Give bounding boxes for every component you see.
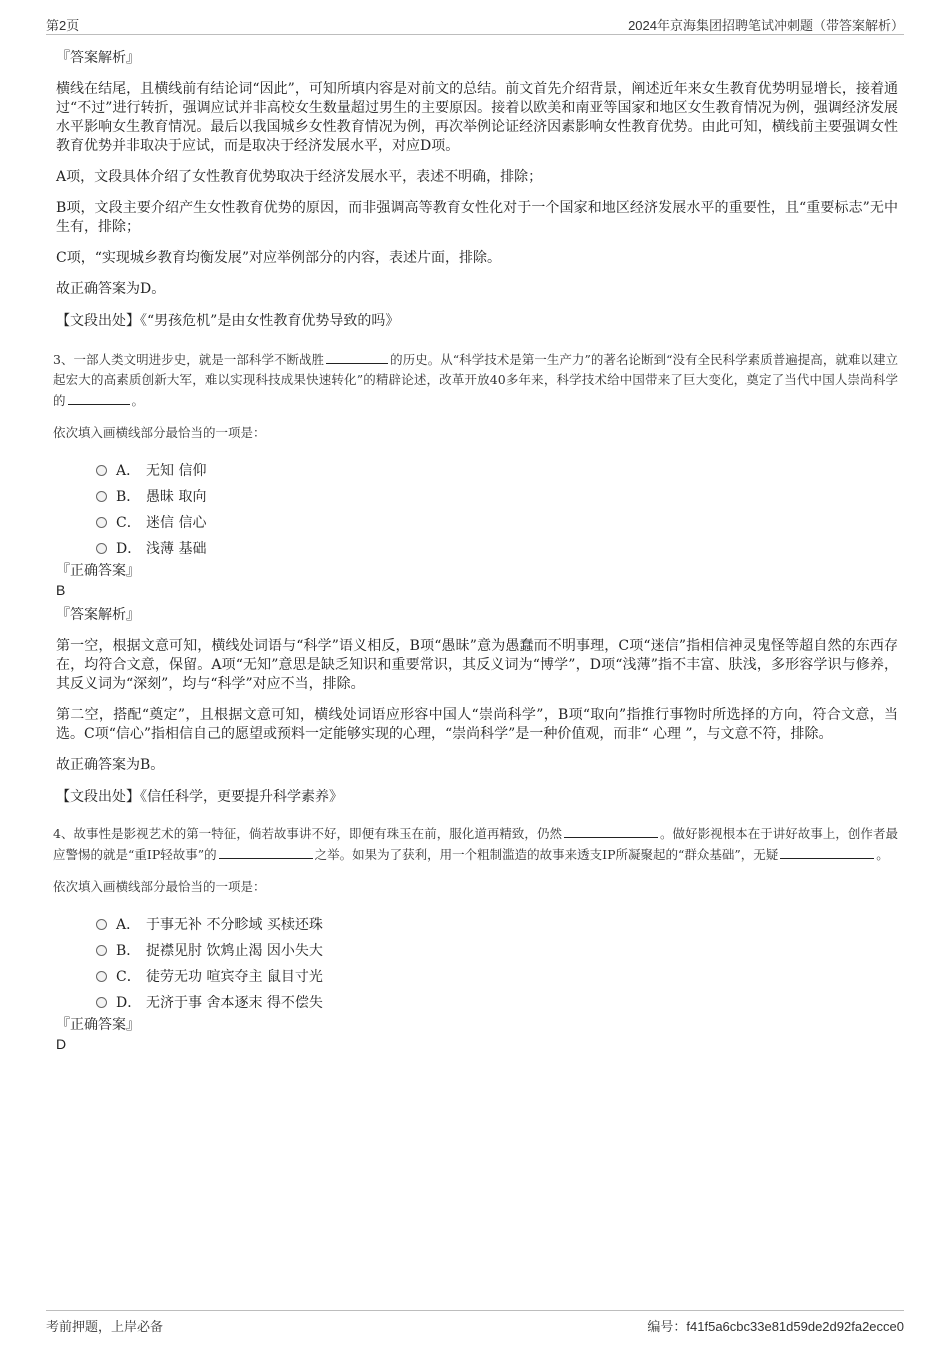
option-c[interactable]: C． 迷信 信心 — [96, 509, 898, 535]
question-3-prompt: 依次填入画横线部分最恰当的一项是： — [53, 425, 266, 440]
question-3-options — [56, 457, 898, 561]
fill-blank — [68, 390, 130, 405]
fill-blank — [564, 823, 658, 838]
option-b[interactable]: B． 捉襟见肘 饮鸩止渴 因小失大 — [96, 937, 898, 963]
analysis-paragraph: 横线在结尾，且横线前有结论词“因此”，可知所填内容是对前文的总结。前文首先介绍背景，阐述近年来女生教育优势明显增长，接着通过“不过”进行转折，强调应试并非高校女生数量超过男生的主要原因。接着以欧美和南亚等国家和地区女生教育情况为例，强调经济发展水平影响女生教育情况。最后以我国城乡女性教育情况为例，再次举例论证经济因素影响女性教育优势。由此可知，横线前主要强调女性教育优势并非取决于应试，而是取决于经济发展水平，对应D项。 — [56, 81, 898, 154]
radio-button-icon[interactable] — [96, 491, 107, 502]
analysis-label: 『答案解析』 — [56, 607, 140, 623]
question-4-stem: 4、故事性是影视艺术的第一特征，倘若故事讲不好，即便有珠玉在前，服化道再精致，仍然 。做好影视根本在于讲好故事上，创作者最应警惕的就是“重IP轻故事”的 之举。如果为了获利，用一个粗制滥造的故事来透支IP所凝聚起的“群众基础”，无疑 。 — [53, 823, 898, 865]
analysis-paragraph: 第二空，搭配“奠定”，且根据文意可知，横线处词语应形容中国人“崇尚科学”，B项“取向”指推行事物时所选择的方向，符合文意，当选。C项“信心”指相信自己的愿望或预料一定能够实现的心理，“崇尚科学”是一种价值观，而非“ 心理 ”，与文意不符，排除。 — [56, 707, 898, 742]
radio-button-icon[interactable] — [96, 919, 107, 930]
analysis-paragraph: C项，“实现城乡教育均衡发展”对应举例部分的内容，表述片面，排除。 — [56, 250, 502, 266]
option-a[interactable]: A． 于事无补 不分畛域 买椟还珠 — [96, 911, 898, 937]
radio-button-icon[interactable] — [96, 945, 107, 956]
analysis-paragraph: A项，文段具体介绍了女性教育优势取决于经济发展水平，表述不明确，排除； — [56, 169, 543, 185]
analysis-conclusion: 故正确答案为B。 — [56, 757, 165, 773]
fill-blank — [326, 349, 388, 364]
option-c[interactable]: C． 徒劳无功 喧宾夺主 鼠目寸光 — [96, 963, 898, 989]
radio-button-icon[interactable] — [96, 465, 107, 476]
question-4-options — [56, 911, 898, 1015]
analysis-conclusion: 故正确答案为D。 — [56, 281, 166, 297]
source-citation: 【文段出处】《“男孩危机”是由女性教育优势导致的吗》 — [56, 313, 400, 329]
document-code: 编号：f41f5a6cbc33e81d59de2d92fa2ecce0 — [647, 1319, 904, 1334]
correct-answer-label: 『正确答案』 — [56, 563, 140, 579]
option-d[interactable]: D． 浅薄 基础 — [96, 535, 898, 561]
page-header — [46, 12, 904, 35]
page-footer — [46, 1310, 904, 1335]
correct-answer-value: D — [56, 1036, 67, 1052]
analysis-paragraph: 第一空，根据文意可知，横线处词语与“科学”语义相反，B项“愚昧”意为愚蠢而不明事理，C项“迷信”指相信神灵鬼怪等超自然的东西存在，均符合文意，保留。A项“无知”意思是缺乏知识和重要常识，其反义词为“博学”，D项“浅薄”指不丰富、肤浅，多形容学识与修养，其反义词为“深刻”，均与“科学”对应不当，排除。 — [56, 638, 898, 692]
radio-button-icon[interactable] — [96, 971, 107, 982]
source-citation: 【文段出处】《信任科学，更要提升科学素养》 — [56, 789, 343, 805]
fill-blank — [219, 844, 313, 859]
page-number: 第2页 — [46, 18, 80, 33]
radio-button-icon[interactable] — [96, 997, 107, 1008]
question-3-stem: 3、一部人类文明进步史，就是一部科学不断战胜 的历史。从“科学技术是第一生产力”的著名论断到“没有全民科学素质普遍提高，就难以建立起宏大的高素质创新大军，难以实现科技成果快速转化”的精辟论述，改革开放40多年来，科学技术给中国带来了巨大变化，奠定了当代中国人崇尚科学的 。 — [53, 349, 898, 411]
analysis-label: 『答案解析』 — [56, 50, 140, 66]
radio-button-icon[interactable] — [96, 517, 107, 528]
fill-blank — [780, 844, 874, 859]
footer-slogan: 考前押题，上岸必备 — [46, 1319, 164, 1334]
option-a[interactable]: A． 无知 信仰 — [96, 457, 898, 483]
page-content — [53, 44, 898, 1059]
correct-answer-value: B — [56, 582, 66, 598]
document-title: 2024年京海集团招聘笔试冲刺题（带答案解析） — [628, 18, 904, 33]
question-4-prompt: 依次填入画横线部分最恰当的一项是： — [53, 879, 266, 894]
radio-button-icon[interactable] — [96, 543, 107, 554]
option-b[interactable]: B． 愚昧 取向 — [96, 483, 898, 509]
option-d[interactable]: D． 无济于事 舍本逐末 得不偿失 — [96, 989, 898, 1015]
analysis-paragraph: B项，文段主要介绍产生女性教育优势的原因，而非强调高等教育女性化对于一个国家和地区经济发展水平的重要性，且“重要标志”无中生有，排除； — [56, 200, 898, 235]
correct-answer-label: 『正确答案』 — [56, 1017, 140, 1033]
